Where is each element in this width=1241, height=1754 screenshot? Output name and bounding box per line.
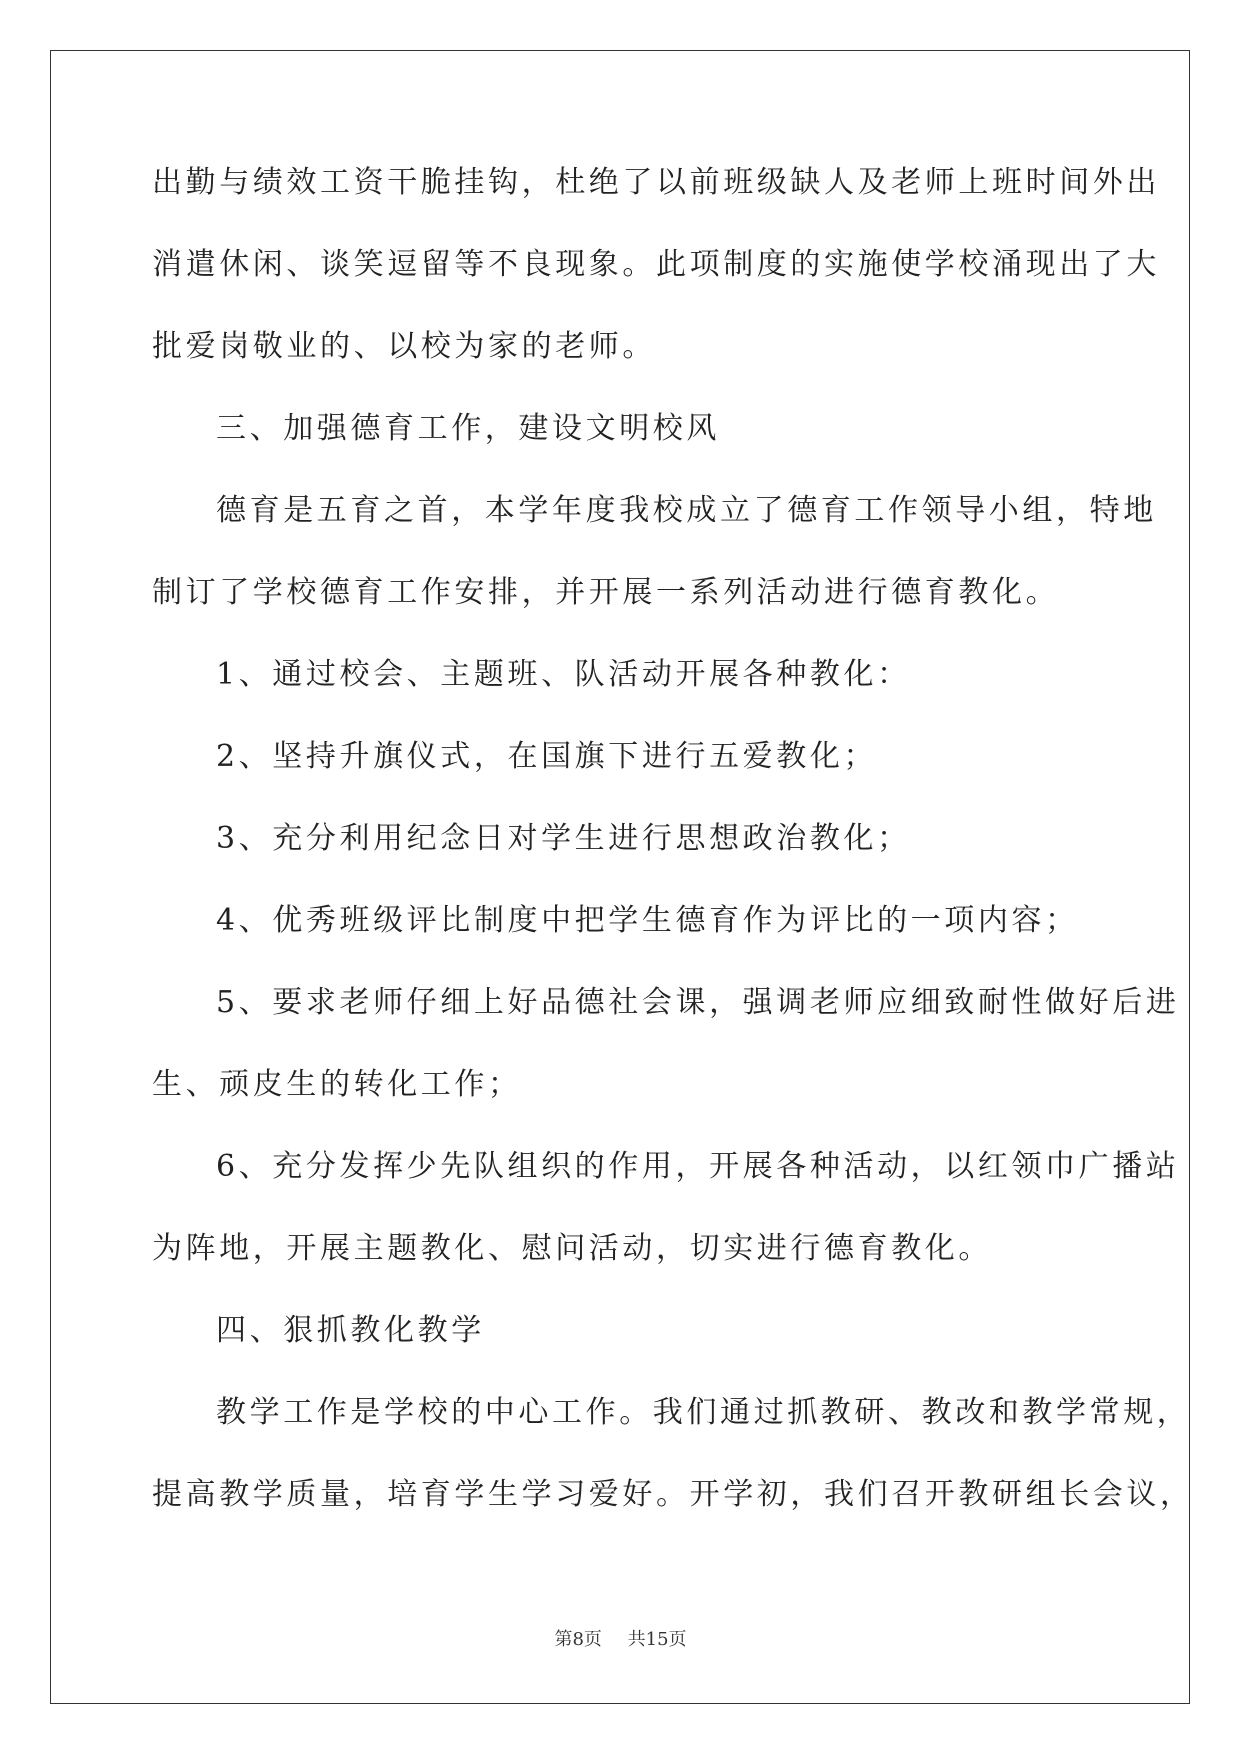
list-item: 2、坚持升旗仪式，在国旗下进行五爱教化； — [216, 739, 878, 774]
text-line: 生、顽皮生的转化工作； — [152, 1067, 522, 1102]
text-line: 消遣休闲、谈笑逗留等不良现象。此项制度的实施使学校涌现出了大 — [152, 247, 1160, 282]
text-line: 出勤与绩效工资干脆挂钩，杜绝了以前班级缺人及老师上班时间外出 — [152, 165, 1160, 200]
list-item: 5、要求老师仔细上好品德社会课，强调老师应细致耐性做好后进 — [216, 985, 1180, 1020]
list-item: 3、充分利用纪念日对学生进行思想政治教化； — [216, 821, 911, 856]
text-line: 德育是五育之首，本学年度我校成立了德育工作领导小组，特地 — [216, 493, 1157, 528]
list-item: 4、优秀班级评比制度中把学生德育作为评比的一项内容； — [216, 903, 1079, 938]
text-line: 教学工作是学校的中心工作。我们通过抓教研、教改和教学常规， — [216, 1395, 1191, 1430]
text-line: 批爱岗敬业的、以校为家的老师。 — [152, 329, 656, 364]
page-footer — [0, 1625, 1241, 1651]
text-line: 为阵地，开展主题教化、慰问活动，切实进行德育教化。 — [152, 1231, 992, 1266]
page-number: 第8页 — [554, 1629, 602, 1650]
section-heading: 三、加强德育工作，建设文明校风 — [216, 411, 720, 446]
list-item: 1、通过校会、主题班、队活动开展各种教化： — [216, 657, 911, 692]
total-pages: 共15页 — [627, 1629, 687, 1650]
text-line: 提高教学质量，培育学生学习爱好。开学初，我们召开教研组长会议， — [152, 1477, 1194, 1512]
section-heading: 四、狠抓教化教学 — [216, 1313, 485, 1348]
text-line: 制订了学校德育工作安排，并开展一系列活动进行德育教化。 — [152, 575, 1060, 610]
list-item: 6、充分发挥少先队组织的作用，开展各种活动，以红领巾广播站 — [216, 1149, 1180, 1184]
document-body — [152, 165, 1194, 1562]
